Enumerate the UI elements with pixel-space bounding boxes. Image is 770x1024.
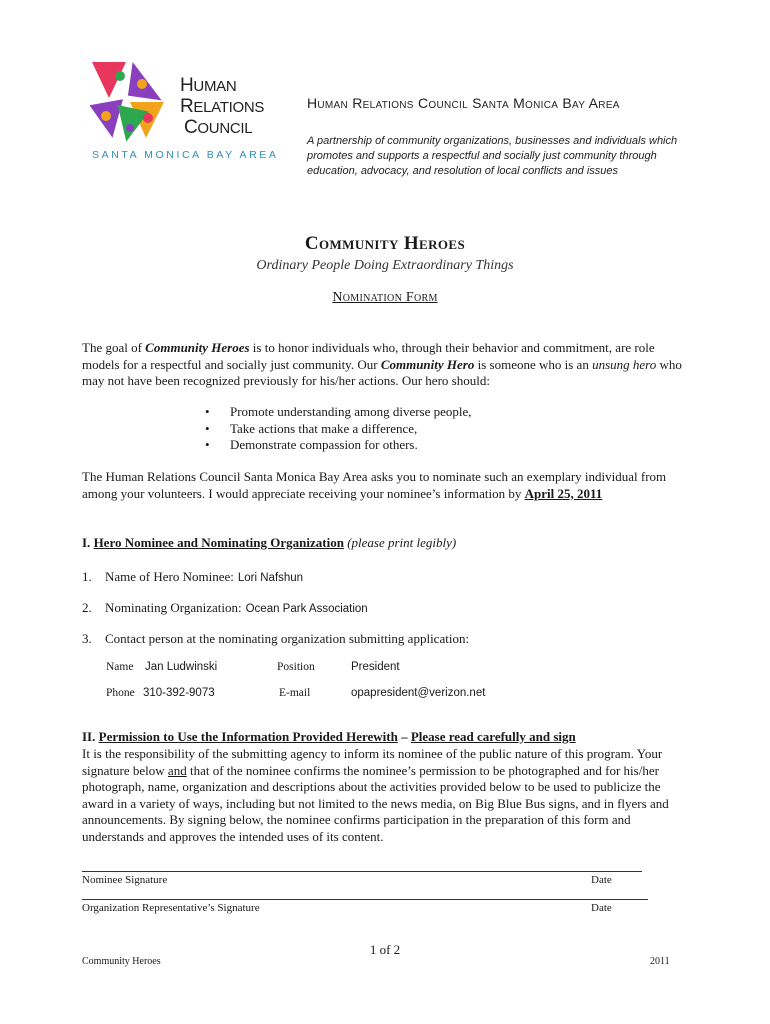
contact-phone-value[interactable]: 310-392-9073 [143, 687, 215, 699]
org-rep-signature-label: Organization Representative’s Signature [82, 902, 260, 914]
org-rep-signature-line[interactable] [82, 899, 648, 900]
hero-qualities-list [205, 404, 472, 454]
nominee-date-label: Date [591, 874, 612, 886]
bullet-icon: • [205, 404, 210, 419]
footer-right: 2011 [650, 956, 670, 967]
section-2-heading: II. Permission to Use the Information Provided Herewith – Please read carefully and sign [82, 729, 576, 744]
org-title: Human Relations Council Santa Monica Bay Area [307, 95, 620, 111]
contact-name-value[interactable]: Jan Ludwinski [145, 661, 218, 673]
nominee-signature-line[interactable] [82, 871, 642, 872]
form-title: Nomination Form [332, 290, 438, 305]
logo-wordmark: HUMAN RELATIONS COUNCIL [180, 75, 265, 138]
logo [86, 58, 279, 168]
list-item: • Demonstrate compassion for others. [205, 437, 418, 452]
contact-name-label: Name [106, 661, 134, 673]
contact-phone-label: Phone [106, 687, 135, 699]
nominee-name-field[interactable]: 1. Name of Hero Nominee: Lori Nafshun [82, 569, 304, 584]
contact-person-label: 3. Contact person at the nominating organization submitting application: [82, 631, 470, 646]
permission-paragraph: It is the responsibility of the submitting agency to inform its nominee of the public nature of this program. Your signature below and that of the nominee confirms the nominee’s permission to be photographed and for his/her photograph, name, organization and descriptions about the activities provided below to be used to publicize the award in a variety of ways, including but not limited to the news media, on Big Blue Bus signs, and in flyers and announcements. By signing below, the nominee confirms participation in the preparation of this form and understands and approves the intended uses of its content. [82, 746, 669, 844]
contact-email-label: E-mail [279, 687, 311, 699]
nominee-name-value: Lori Nafshun [237, 572, 304, 584]
section-1-heading: I. Hero Nominee and Nominating Organization (please print legibly) [82, 535, 457, 550]
contact-email-value[interactable]: opapresident@verizon.net [351, 687, 486, 699]
intro-paragraph: The goal of Community Heroes is to honor individuals who, through their behavior and commitment, are role models for a respectful and socially just community. Our Community Hero is someone who is an unsung hero who may not have been recognized previously for his/her actions. Our hero should: [82, 340, 682, 388]
nominating-org-value: Ocean Park Association [245, 603, 368, 615]
org-rep-date-label: Date [591, 902, 612, 914]
bullet-icon: • [205, 437, 210, 452]
footer-left: Community Heroes [82, 956, 161, 967]
page-subtitle: Ordinary People Doing Extraordinary Things [256, 258, 514, 273]
nominee-signature-label: Nominee Signature [82, 874, 168, 886]
logo-tagline: SANTA MONICA BAY AREA [92, 149, 279, 161]
request-paragraph: The Human Relations Council Santa Monica Bay Area asks you to nominate such an exemplary individual from among your volunteers. I would appreciate receiving your nominee’s information by April 25, 2011 [82, 469, 667, 501]
logo-triangles-icon [86, 58, 178, 146]
org-description: A partnership of community organizations, businesses and individuals which promotes and supports a respectful and socially just community through education, advocacy, and resolution of local conflicts and issues [307, 135, 678, 177]
nominating-org-field[interactable]: 2. Nominating Organization: Ocean Park Association [82, 600, 368, 615]
page-number: 1 of 2 [369, 942, 401, 957]
deadline-date: April 25, 2011 [524, 485, 603, 501]
list-item: • Promote understanding among diverse people, [205, 404, 472, 419]
page-title: Community Heroes [304, 233, 466, 254]
bullet-icon: • [205, 420, 210, 436]
contact-position-value[interactable]: President [351, 661, 400, 673]
list-item: • Take actions that make a difference, [205, 420, 418, 436]
contact-position-label: Position [277, 661, 315, 673]
